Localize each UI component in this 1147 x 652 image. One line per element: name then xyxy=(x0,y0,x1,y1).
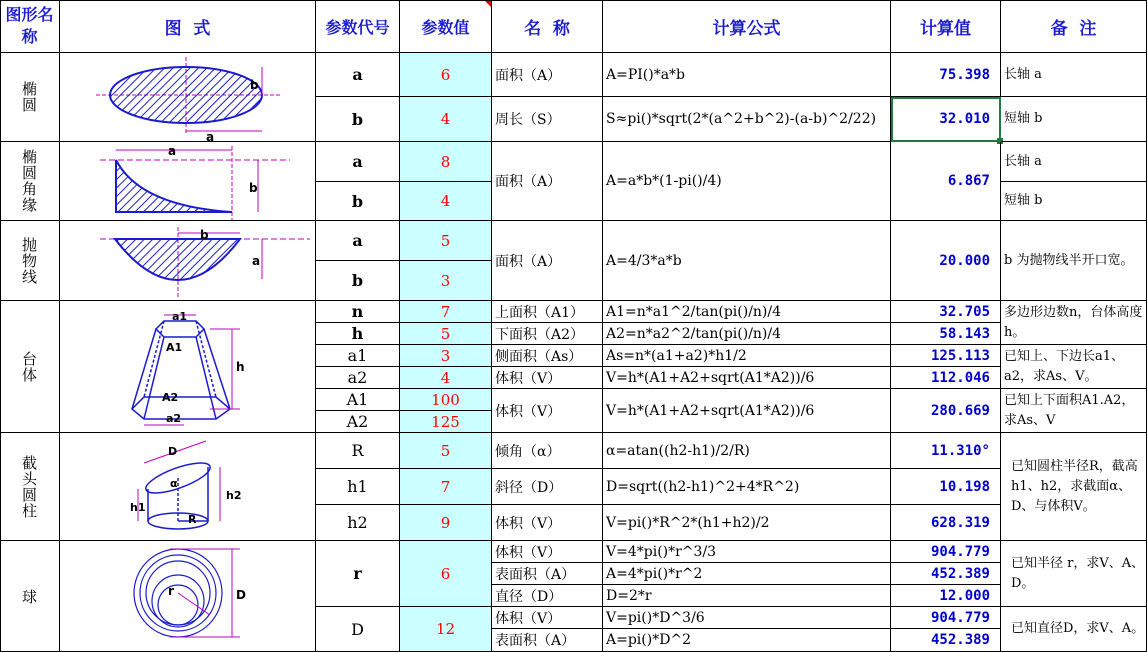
frustum-label-a2: a2 xyxy=(166,411,182,425)
name-cell[interactable]: 倾角（α） xyxy=(492,433,603,469)
header-result[interactable]: 计算值 xyxy=(891,0,1001,53)
result-cell[interactable]: 904.779 xyxy=(891,607,1001,629)
diagram-frustum[interactable] xyxy=(60,301,316,433)
formula-cell[interactable]: V=h*(A1+A2+sqrt(A1*A2))/6 xyxy=(603,367,891,389)
shape-sphere-label: 球 xyxy=(21,587,37,606)
name-cell[interactable]: 体积（V） xyxy=(492,367,603,389)
formula-cell[interactable]: V=pi()*D^3/6 xyxy=(603,607,891,629)
name-cell[interactable]: 表面积（A） xyxy=(492,629,603,652)
grid-top-border xyxy=(0,0,1147,1)
value-cell[interactable]: 6 xyxy=(400,541,492,607)
value-cell[interactable]: 5 xyxy=(400,221,492,261)
header-param-code[interactable]: 参数代号 xyxy=(316,0,400,53)
code-cell[interactable]: R xyxy=(316,433,400,469)
header-name[interactable]: 名 称 xyxy=(492,0,603,53)
value-cell[interactable]: 4 xyxy=(400,97,492,142)
grid-left-border xyxy=(0,0,1,652)
frustum-label-A2: A2 xyxy=(162,390,179,404)
name-cell[interactable]: 体积（V） xyxy=(492,505,603,541)
shape-parabola[interactable] xyxy=(0,221,60,301)
header-diagram[interactable]: 图 式 xyxy=(60,0,316,53)
header-shape-name[interactable]: 图形名称 xyxy=(0,0,60,53)
name-cell[interactable]: 侧面积（As） xyxy=(492,345,603,367)
frustum-label-a1: a1 xyxy=(172,309,188,323)
header-param-value[interactable]: 参数值 xyxy=(400,0,492,53)
result-cell[interactable]: 452.389 xyxy=(891,629,1001,652)
note-cell[interactable]: b 为抛物线半开口宽。 xyxy=(1001,221,1147,301)
formula-cell[interactable]: S≈pi()*sqrt(2*(a^2+b^2)-(a-b)^2/22) xyxy=(603,97,891,142)
comment-indicator xyxy=(484,0,491,7)
value-cell[interactable]: 3 xyxy=(400,261,492,301)
name-cell[interactable]: 下面积（A2） xyxy=(492,323,603,345)
formula-cell[interactable]: V=pi()*R^2*(h1+h2)/2 xyxy=(603,505,891,541)
result-cell[interactable]: 112.046 xyxy=(891,367,1001,389)
name-cell[interactable]: 体积（V） xyxy=(492,389,603,433)
name-cell[interactable]: 直径（D） xyxy=(492,585,603,607)
code-cell[interactable]: b xyxy=(316,97,400,142)
name-cell[interactable]: 周长（S） xyxy=(492,97,603,142)
shape-frustum[interactable] xyxy=(0,301,60,433)
formula-cell[interactable]: As=n*(a1+a2)*h1/2 xyxy=(603,345,891,367)
note-cell[interactable]: 已知圆柱半径R，截高h1、h2，求截面α、D、与体积V。 xyxy=(1001,433,1147,541)
shape-parabola-label: 抛物线 xyxy=(20,236,38,285)
code-cell[interactable]: b xyxy=(316,261,400,301)
value-cell[interactable]: 100 xyxy=(400,389,492,411)
code-cell[interactable]: h2 xyxy=(316,505,400,541)
cyl-label-D: D xyxy=(168,444,178,458)
value-cell[interactable]: 125 xyxy=(400,411,492,433)
formula-cell[interactable]: D=sqrt((h2-h1)^2+4*R^2) xyxy=(603,469,891,505)
value-cell[interactable]: 5 xyxy=(400,323,492,345)
formula-cell[interactable]: α=atan((h2-h1)/2/R) xyxy=(603,433,891,469)
header-note[interactable]: 备 注 xyxy=(1001,0,1147,53)
value-cell[interactable]: 9 xyxy=(400,505,492,541)
name-cell[interactable]: 体积（V） xyxy=(492,607,603,629)
name-cell[interactable]: 斜径（D） xyxy=(492,469,603,505)
shape-ellipse-label: 椭圆 xyxy=(20,81,38,113)
formula-cell[interactable]: A=4/3*a*b xyxy=(603,221,891,301)
sphere-diagram-icon xyxy=(60,541,315,652)
name-cell[interactable]: 面积（A） xyxy=(492,221,603,301)
shape-truncated-cylinder[interactable] xyxy=(0,433,60,541)
result-cell[interactable]: 11.310° xyxy=(891,433,1001,469)
result-cell-selected[interactable]: 32.010 xyxy=(891,97,1001,142)
shape-sphere[interactable] xyxy=(0,541,60,652)
name-cell[interactable]: 面积（A） xyxy=(492,53,603,97)
result-cell[interactable]: 12.000 xyxy=(891,585,1001,607)
sphere-label-r: r xyxy=(168,583,174,598)
shape-frustum-label: 台体 xyxy=(20,350,38,383)
frustum-diagram-icon xyxy=(60,301,315,433)
formula-cell[interactable]: A1=n*a1^2/tan(pi()/n)/4 xyxy=(603,301,891,323)
diagram-ellipse-corner[interactable] xyxy=(60,142,316,221)
cyl-label-h1: h1 xyxy=(130,500,146,514)
shape-ellipse[interactable] xyxy=(0,53,60,142)
cyl-label-h2: h2 xyxy=(226,488,242,502)
result-cell[interactable]: 280.669 xyxy=(891,389,1001,433)
code-cell[interactable]: a xyxy=(316,142,400,182)
value-cell[interactable]: 7 xyxy=(400,469,492,505)
ellipse-label-a: a xyxy=(206,129,215,142)
code-cell[interactable]: h xyxy=(316,323,400,345)
name-cell[interactable]: 面积（A） xyxy=(492,142,603,221)
parabola-label-b: b xyxy=(200,227,209,242)
value-cell[interactable]: 5 xyxy=(400,433,492,469)
parabola-diagram-icon xyxy=(60,221,315,301)
result-cell[interactable]: 75.398 xyxy=(891,53,1001,97)
code-cell[interactable]: a xyxy=(316,53,400,97)
code-cell[interactable]: r xyxy=(316,541,400,607)
note-cell[interactable]: 已知直径D，求V、A。 xyxy=(1001,607,1147,652)
result-cell[interactable]: 452.389 xyxy=(891,563,1001,585)
value-cell[interactable]: 4 xyxy=(400,367,492,389)
result-cell[interactable]: 125.113 xyxy=(891,345,1001,367)
name-cell[interactable]: 表面积（A） xyxy=(492,563,603,585)
diagram-sphere[interactable] xyxy=(60,541,316,652)
formula-cell[interactable]: A=a*b*(1-pi()/4) xyxy=(603,142,891,221)
note-cell[interactable]: 短轴 b xyxy=(1001,97,1147,142)
diagram-truncated-cylinder[interactable] xyxy=(60,433,316,541)
shape-truncated-cylinder-label: 截头圆柱 xyxy=(20,454,38,519)
value-cell[interactable]: 7 xyxy=(400,301,492,323)
result-cell[interactable]: 58.143 xyxy=(891,323,1001,345)
note-cell[interactable]: 长轴 a xyxy=(1001,142,1147,182)
note-cell[interactable]: 已知半径 r，求V、A、D。 xyxy=(1001,541,1147,607)
code-cell[interactable]: h1 xyxy=(316,469,400,505)
shape-ellipse-corner-label: 椭圆角缘 xyxy=(20,149,38,213)
result-cell[interactable]: 20.000 xyxy=(891,221,1001,301)
result-cell[interactable]: 10.198 xyxy=(891,469,1001,505)
value-cell[interactable]: 3 xyxy=(400,345,492,367)
frustum-label-A1: A1 xyxy=(166,340,183,354)
note-cell[interactable]: 多边形边数n，台体高度h。 xyxy=(1001,301,1147,345)
formula-cell[interactable]: D=2*r xyxy=(603,585,891,607)
code-cell[interactable]: a2 xyxy=(316,367,400,389)
code-cell[interactable]: b xyxy=(316,182,400,221)
result-cell[interactable]: 6.867 xyxy=(891,142,1001,221)
note-cell[interactable]: 已知上下面积A1.A2，求As、V xyxy=(1001,389,1147,433)
formula-cell[interactable]: V=4*pi()*r^3/3 xyxy=(603,541,891,563)
note-cell[interactable]: 已知上、下边长a1、a2，求As、V。 xyxy=(1001,345,1147,389)
ellipse-diagram-icon xyxy=(60,53,315,142)
name-cell[interactable]: 体积（V） xyxy=(492,541,603,563)
corner-label-a: a xyxy=(168,143,177,158)
frustum-label-h: h xyxy=(236,359,245,374)
formula-cell[interactable]: A=4*pi()*r^2 xyxy=(603,563,891,585)
formula-cell[interactable]: V=h*(A1+A2+sqrt(A1*A2))/6 xyxy=(603,389,891,433)
code-cell[interactable]: D xyxy=(316,607,400,652)
diagram-ellipse[interactable] xyxy=(60,53,316,142)
code-cell[interactable]: a1 xyxy=(316,345,400,367)
note-cell[interactable]: 长轴 a xyxy=(1001,53,1147,97)
corner-label-b: b xyxy=(249,180,258,195)
code-cell[interactable]: n xyxy=(316,301,400,323)
formula-cell[interactable]: A=pi()*D^2 xyxy=(603,629,891,652)
ellipse-corner-diagram-icon xyxy=(60,142,315,221)
note-cell[interactable]: 短轴 b xyxy=(1001,182,1147,221)
shape-ellipse-corner[interactable] xyxy=(0,142,60,221)
result-cell[interactable]: 32.705 xyxy=(891,301,1001,323)
code-cell[interactable]: A1 xyxy=(316,389,400,411)
result-cell[interactable]: 904.779 xyxy=(891,541,1001,563)
parabola-label-a: a xyxy=(252,253,261,268)
code-cell[interactable]: A2 xyxy=(316,411,400,433)
diagram-parabola[interactable] xyxy=(60,221,316,301)
value-cell[interactable]: 4 xyxy=(400,182,492,221)
cyl-label-alpha: α xyxy=(170,476,178,490)
value-cell[interactable]: 8 xyxy=(400,142,492,182)
cyl-label-R: R xyxy=(188,512,197,526)
result-cell[interactable]: 628.319 xyxy=(891,505,1001,541)
sphere-label-D: D xyxy=(236,587,246,602)
formula-cell[interactable]: A=PI()*a*b xyxy=(603,53,891,97)
truncated-cylinder-diagram-icon xyxy=(60,433,315,541)
code-cell[interactable]: a xyxy=(316,221,400,261)
value-cell[interactable]: 6 xyxy=(400,53,492,97)
value-cell[interactable]: 12 xyxy=(400,607,492,652)
header-formula[interactable]: 计算公式 xyxy=(603,0,891,53)
ellipse-label-b: b xyxy=(250,77,259,92)
name-cell[interactable]: 上面积（A1） xyxy=(492,301,603,323)
formula-cell[interactable]: A2=n*a2^2/tan(pi()/n)/4 xyxy=(603,323,891,345)
